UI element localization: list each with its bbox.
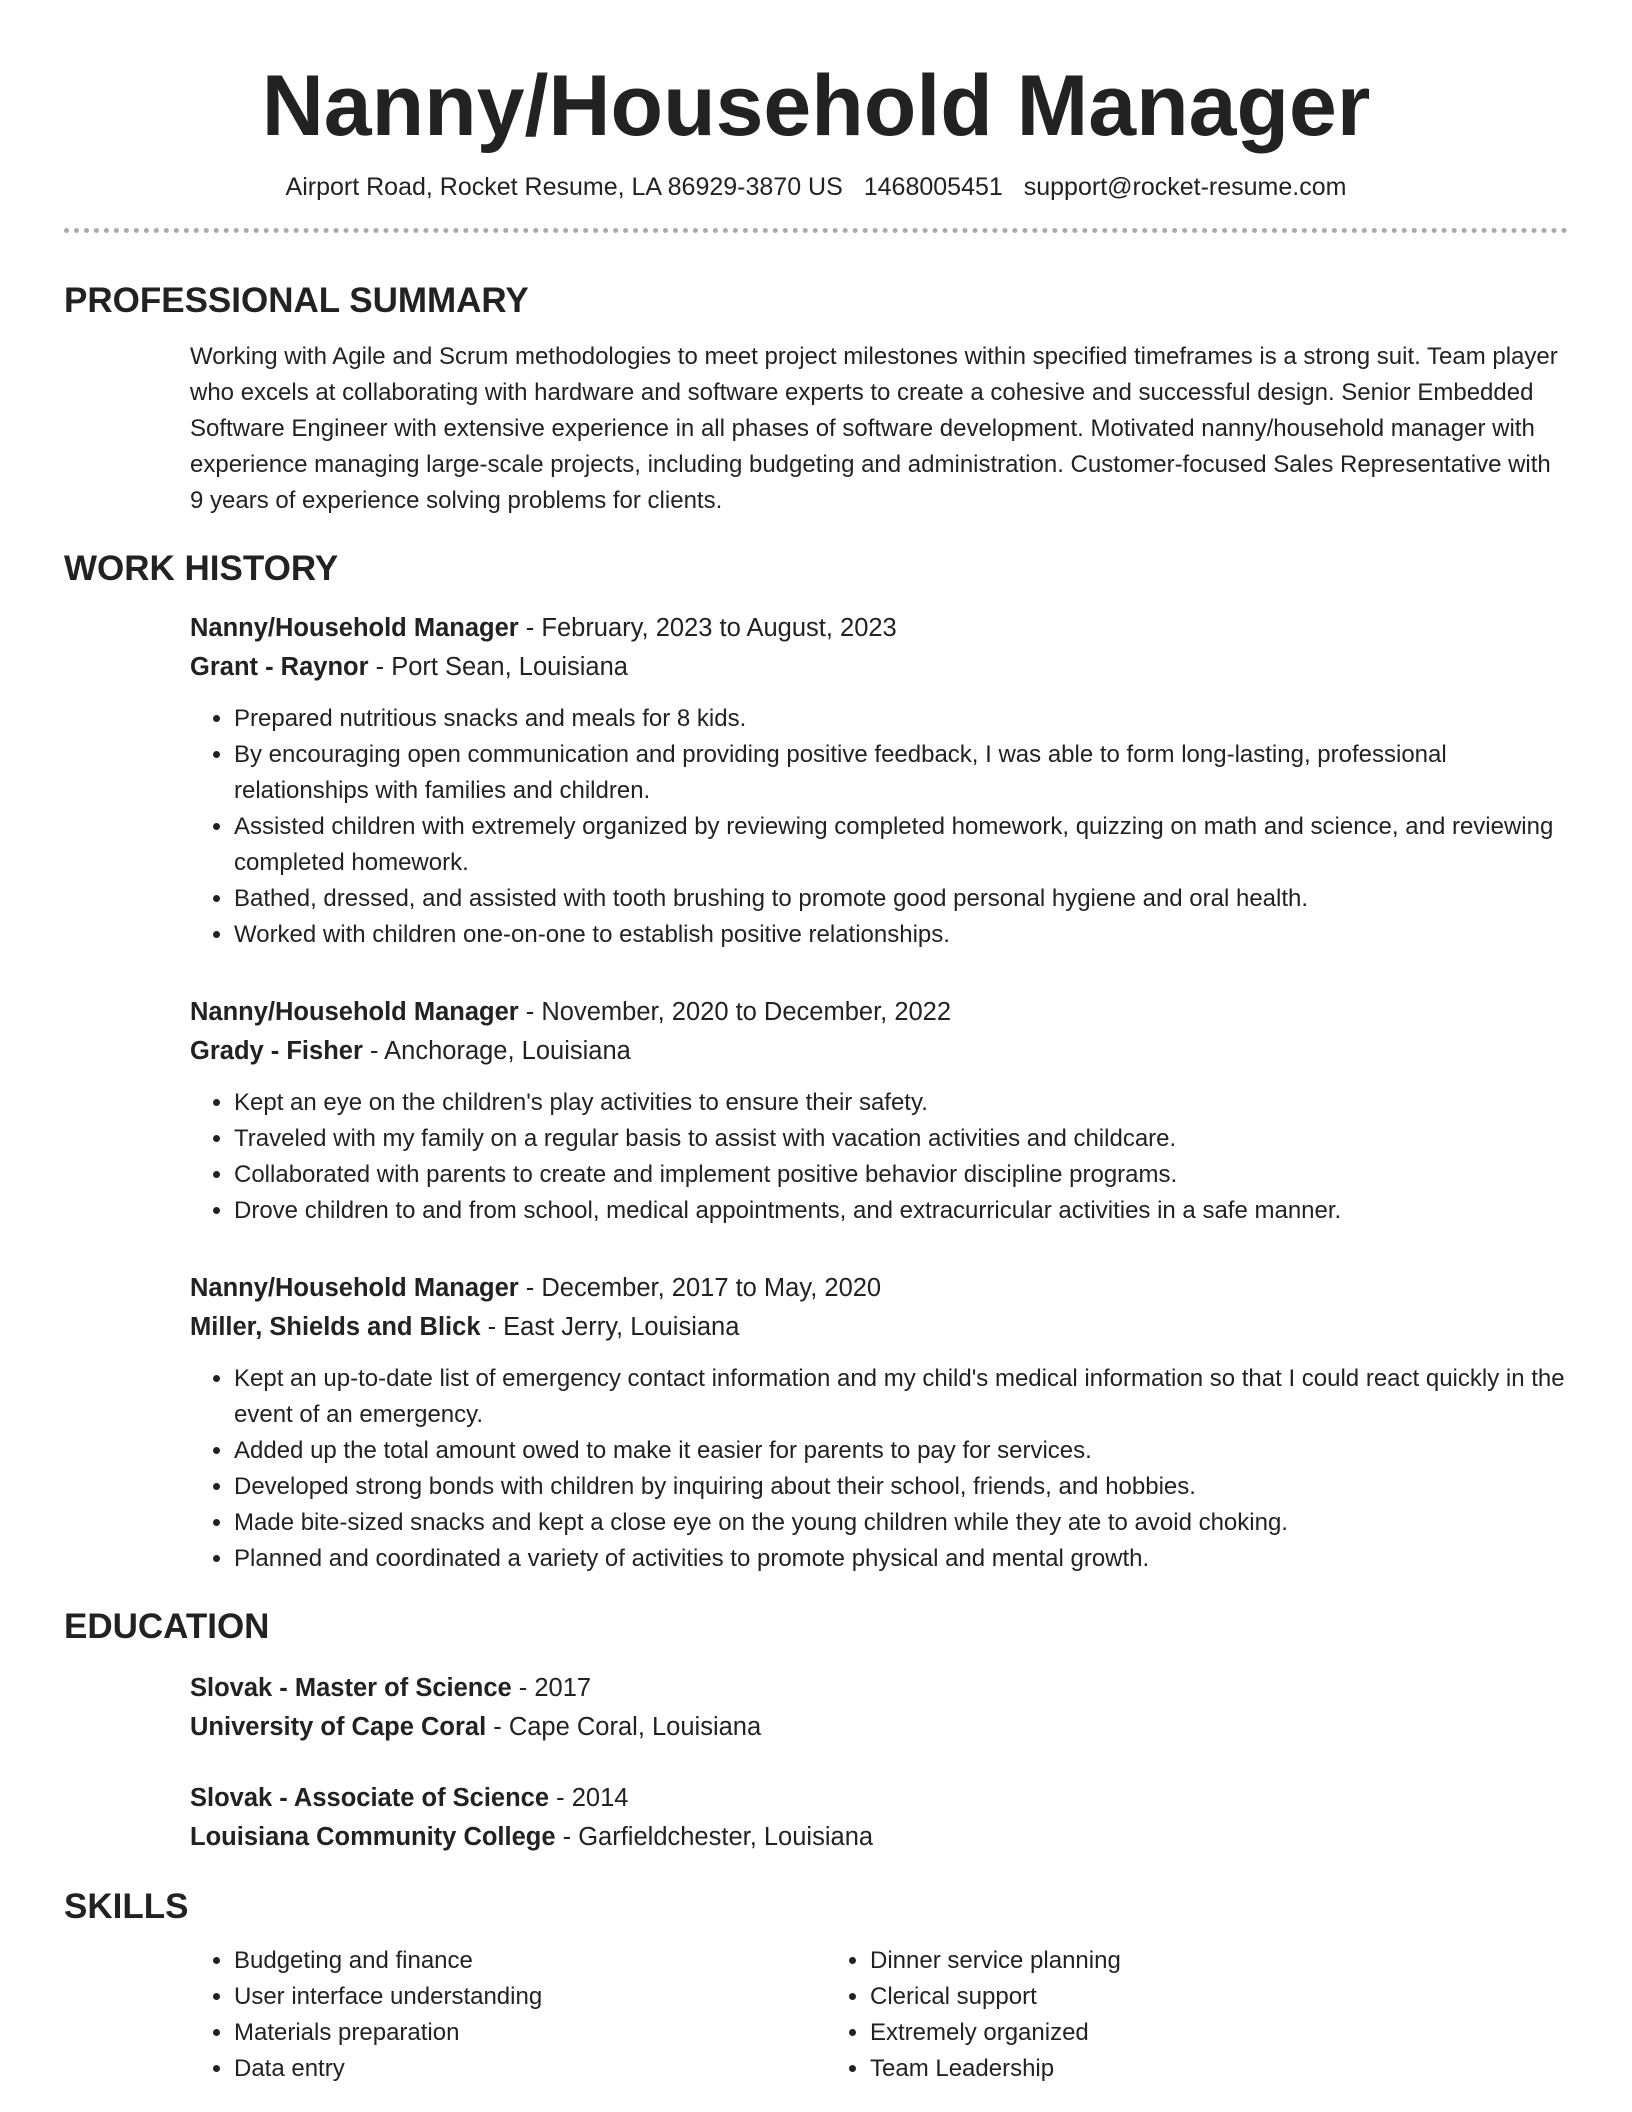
job-title-line	[190, 1269, 1568, 1308]
job-title: Nanny/Household Manager	[190, 998, 519, 1026]
skill-item: • Materials preparation	[234, 2015, 826, 2051]
job-dates: - November, 2020 to December, 2022	[518, 998, 952, 1026]
skill-item: • User interface understanding	[234, 1979, 826, 2015]
job-bullet: • Kept an eye on the children's play activities to ensure their safety.	[234, 1085, 1568, 1121]
education-section	[64, 1605, 1568, 1857]
job-title-line	[190, 609, 1568, 648]
skill-item: • Data entry	[234, 2051, 826, 2087]
work-history-section	[64, 547, 1568, 1577]
contact-email: support@rocket-resume.com	[1023, 173, 1347, 201]
job-bullet: • Developed strong bonds with children by inquiring about their school, friends, and hobbies.	[234, 1469, 1568, 1505]
job-location: - Anchorage, Louisiana	[362, 1037, 631, 1065]
contact-phone: 1468005451	[863, 173, 1003, 201]
job-company: Grant - Raynor	[190, 653, 369, 681]
education-school: University of Cape Coral	[190, 1713, 487, 1741]
job-dates: - February, 2023 to August, 2023	[518, 614, 897, 642]
skill-item: • Extremely organized	[870, 2015, 1462, 2051]
job-company-line	[190, 1308, 1568, 1347]
education-degree-line	[190, 1779, 1568, 1818]
education-location: - Cape Coral, Louisiana	[486, 1713, 762, 1741]
job-company-line	[190, 648, 1568, 687]
job-bullet: • Made bite-sized snacks and kept a close eye on the young children while they ate to avoid choking.	[234, 1505, 1568, 1541]
education-entry	[190, 1779, 1568, 1857]
skills-column-left	[190, 1943, 826, 2087]
job-company: Grady - Fisher	[190, 1037, 363, 1065]
job-entry	[190, 993, 1568, 1229]
job-dates: - December, 2017 to May, 2020	[518, 1274, 882, 1302]
job-bullets	[190, 1361, 1568, 1577]
education-degree: Slovak - Master of Science	[190, 1674, 512, 1702]
skills-grid	[190, 1943, 1568, 2087]
skill-item: • Clerical support	[870, 1979, 1462, 2015]
skills-heading: SKILLS	[64, 1887, 189, 1926]
resume-name: Nanny/Household Manager	[261, 58, 1371, 154]
summary-section	[64, 279, 1568, 519]
job-location: - East Jerry, Louisiana	[480, 1313, 740, 1341]
job-title: Nanny/Household Manager	[190, 1274, 519, 1302]
header-divider	[64, 228, 1568, 233]
job-bullet: • Worked with children one-on-one to establish positive relationships.	[234, 917, 1568, 953]
job-entry	[190, 1269, 1568, 1577]
education-school: Louisiana Community College	[190, 1823, 556, 1851]
education-degree-line	[190, 1669, 1568, 1708]
job-bullet: • Drove children to and from school, medical appointments, and extracurricular activities in a safe manner.	[234, 1193, 1568, 1229]
education-location: - Garfieldchester, Louisiana	[555, 1823, 874, 1851]
job-location: - Port Sean, Louisiana	[368, 653, 628, 681]
job-bullet: • By encouraging open communication and providing positive feedback, I was able to form long-lasting, professional relationships with families and children.	[234, 737, 1568, 809]
job-bullet: • Traveled with my family on a regular basis to assist with vacation activities and childcare.	[234, 1121, 1568, 1157]
education-degree: Slovak - Associate of Science	[190, 1784, 550, 1812]
job-entry	[190, 609, 1568, 953]
skills-section	[64, 1885, 1568, 2087]
education-year: - 2014	[549, 1784, 629, 1812]
summary-text: Working with Agile and Scrum methodologies to meet project milestones within specified timeframes is a strong suit. Team player who excels at collaborating with hardware and software experts to create a cohesive and successful design. Senior Embedded Software Engineer with extensive experience in all phases of software development. Motivated nanny/household manager with experience managing large-scale projects, including budgeting and administration. Customer-focused Sales Representative with 9 years of experience solving problems for clients.	[190, 343, 1558, 514]
education-entry	[190, 1669, 1568, 1747]
skill-item: • Budgeting and finance	[234, 1943, 826, 1979]
education-school-line	[190, 1818, 1568, 1857]
job-bullet: • Collaborated with parents to create and implement positive behavior discipline programs.	[234, 1157, 1568, 1193]
contact-address: Airport Road, Rocket Resume, LA 86929-3870 US	[285, 173, 843, 201]
job-bullet: • Kept an up-to-date list of emergency contact information and my child's medical information so that I could react quickly in the event of an emergency.	[234, 1361, 1568, 1433]
job-bullet: • Assisted children with extremely organized by reviewing completed homework, quizzing on math and science, and reviewing completed homework.	[234, 809, 1568, 881]
summary-heading: PROFESSIONAL SUMMARY	[64, 281, 529, 320]
job-title-line	[190, 993, 1568, 1032]
job-bullets	[190, 701, 1568, 953]
skill-item: • Dinner service planning	[870, 1943, 1462, 1979]
skill-item: • Team Leadership	[870, 2051, 1462, 2087]
job-company: Miller, Shields and Blick	[190, 1313, 481, 1341]
job-bullets	[190, 1085, 1568, 1229]
job-bullet: • Planned and coordinated a variety of activities to promote physical and mental growth.	[234, 1541, 1568, 1577]
job-bullet: • Added up the total amount owed to make it easier for parents to pay for services.	[234, 1433, 1568, 1469]
education-school-line	[190, 1708, 1568, 1747]
contact-line	[64, 170, 1568, 204]
education-heading: EDUCATION	[64, 1607, 270, 1646]
job-bullet: • Bathed, dressed, and assisted with tooth brushing to promote good personal hygiene and oral health.	[234, 881, 1568, 917]
skills-column-right	[826, 1943, 1462, 2087]
work-history-heading: WORK HISTORY	[64, 549, 339, 588]
job-bullet: • Prepared nutritious snacks and meals for 8 kids.	[234, 701, 1568, 737]
job-company-line	[190, 1032, 1568, 1071]
job-title: Nanny/Household Manager	[190, 614, 519, 642]
education-year: - 2017	[511, 1674, 592, 1702]
